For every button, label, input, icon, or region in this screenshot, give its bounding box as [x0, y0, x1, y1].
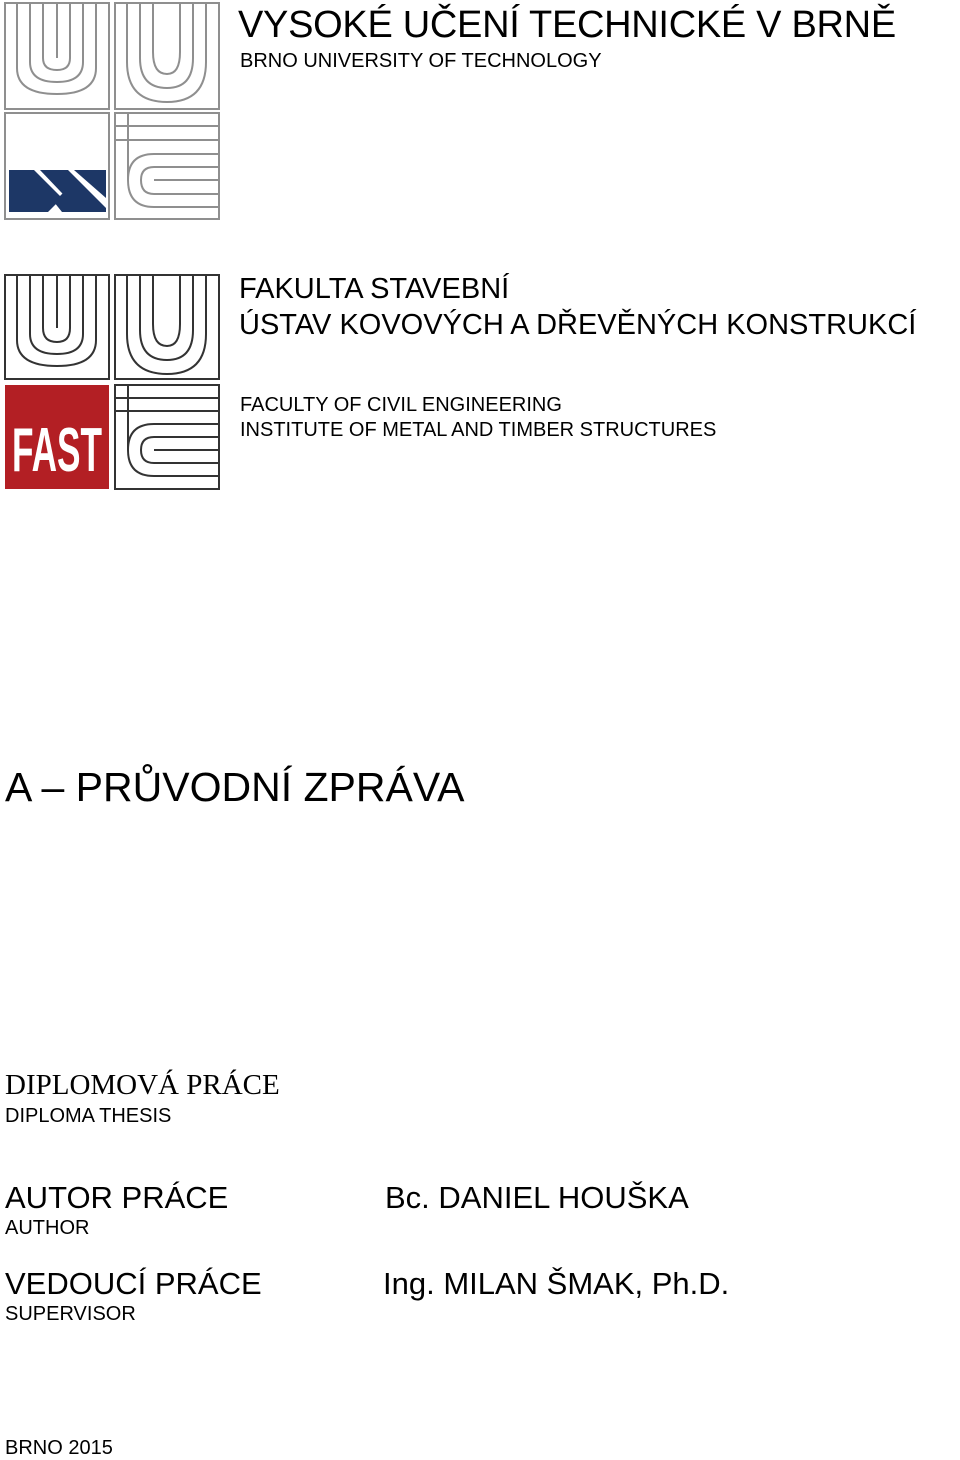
thesis-type-cz: DIPLOMOVÁ PRÁCE — [5, 1069, 280, 1101]
author-label: AUTOR PRÁCE — [5, 1180, 229, 1215]
university-name-cz: VYSOKÉ UČENÍ TECHNICKÉ V BRNĚ — [238, 4, 896, 46]
university-logo — [4, 2, 220, 220]
faculty-logo — [4, 274, 220, 490]
institute-name-en: INSTITUTE OF METAL AND TIMBER STRUCTURES — [240, 419, 717, 441]
faculty-name-en: FACULTY OF CIVIL ENGINEERING — [240, 394, 562, 416]
document-title: A – PRŮVODNÍ ZPRÁVA — [5, 764, 465, 810]
faculty-name-cz: FAKULTA STAVEBNÍ — [239, 273, 510, 305]
supervisor-label: VEDOUCÍ PRÁCE — [5, 1266, 262, 1301]
place-year: BRNO 2015 — [5, 1437, 113, 1459]
supervisor-label-en: SUPERVISOR — [5, 1303, 136, 1325]
institute-name-cz: ÚSTAV KOVOVÝCH A DŘEVĚNÝCH KONSTRUKCÍ — [239, 309, 917, 341]
faculty-logo-text: FAST — [12, 416, 103, 485]
supervisor-name: Ing. MILAN ŠMAK, Ph.D. — [383, 1266, 730, 1301]
thesis-type-en: DIPLOMA THESIS — [5, 1105, 172, 1127]
author-name: Bc. DANIEL HOUŠKA — [385, 1180, 689, 1215]
university-name-en: BRNO UNIVERSITY OF TECHNOLOGY — [240, 50, 602, 72]
author-label-en: AUTHOR — [5, 1217, 90, 1239]
